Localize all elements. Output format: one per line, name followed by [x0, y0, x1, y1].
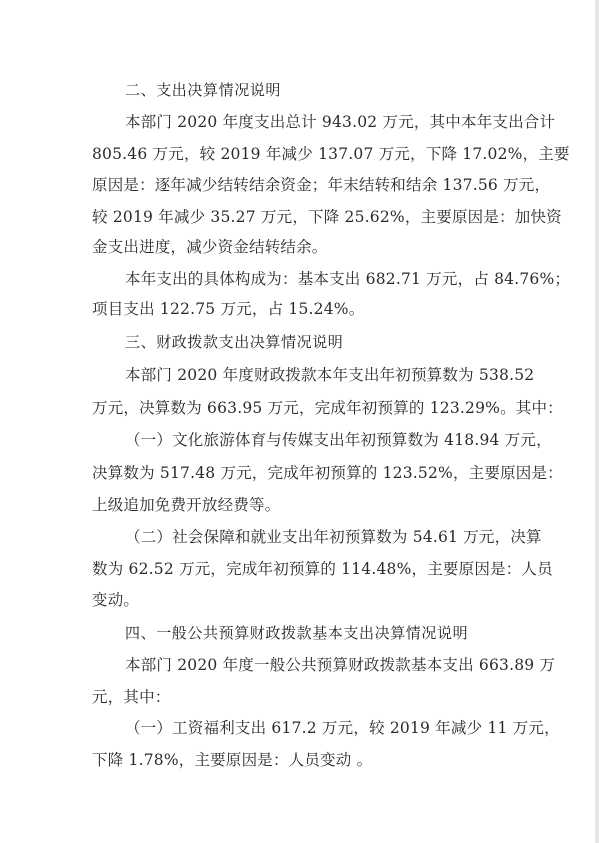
paragraph-line: 金支出进度，减少资金结转结余。 — [92, 238, 328, 256]
paragraph-line: 较 2019 年减少 35.27 万元，下降 25.62%，主要原因是：加快资 — [92, 208, 562, 226]
page-edge-shadow — [595, 0, 599, 843]
section-heading-general-budget: 四、一般公共预算财政拨款基本支出决算情况说明 — [125, 624, 469, 642]
paragraph-line: 项目支出 122.75 万元，占 15.24%。 — [92, 300, 365, 318]
paragraph-line: 变动。 — [92, 591, 140, 609]
paragraph-line: 下降 1.78%，主要原因是：人员变动 。 — [92, 751, 373, 769]
paragraph-line: （一）文化旅游体育与传媒支出年初预算数为 418.94 万元， — [125, 431, 552, 449]
paragraph-line: 本部门 2020 年度一般公共预算财政拨款基本支出 663.89 万 — [125, 656, 556, 674]
paragraph-line: 数为 62.52 万元，完成年初预算的 114.48%，主要原因是：人员 — [92, 560, 553, 578]
paragraph-line: 上级追加免费开放经费等。 — [92, 496, 281, 514]
section-heading-expenditure: 二、支出决算情况说明 — [125, 81, 282, 99]
paragraph-line: 本部门 2020 年度财政拨款本年支出年初预算数为 538.52 — [125, 366, 535, 384]
section-heading-fiscal-appropriation: 三、财政拨款支出决算情况说明 — [125, 333, 344, 351]
paragraph-line: （二）社会保障和就业支出年初预算数为 54.61 万元，决算 — [125, 528, 542, 546]
paragraph-line: （一）工资福利支出 617.2 万元，较 2019 年减少 11 万元， — [125, 719, 560, 737]
paragraph-line: 万元，决算数为 663.95 万元，完成年初预算的 123.29%。其中： — [92, 399, 563, 417]
paragraph-line: 805.46 万元，较 2019 年减少 137.07 万元，下降 17.02%，主要 — [92, 145, 570, 163]
paragraph-line: 元，其中： — [92, 688, 171, 706]
paragraph-line: 本年支出的具体构成为：基本支出 682.71 万元，占 84.76%； — [125, 270, 571, 288]
paragraph-line: 原因是：逐年减少结转结余资金；年末结转和结余 137.56 万元， — [92, 176, 551, 194]
paragraph-line: 决算数为 517.48 万元，完成年初预算的 123.52%，主要原因是： — [92, 464, 563, 482]
paragraph-line: 本部门 2020 年度支出总计 943.02 万元，其中本年支出合计 — [125, 113, 556, 131]
